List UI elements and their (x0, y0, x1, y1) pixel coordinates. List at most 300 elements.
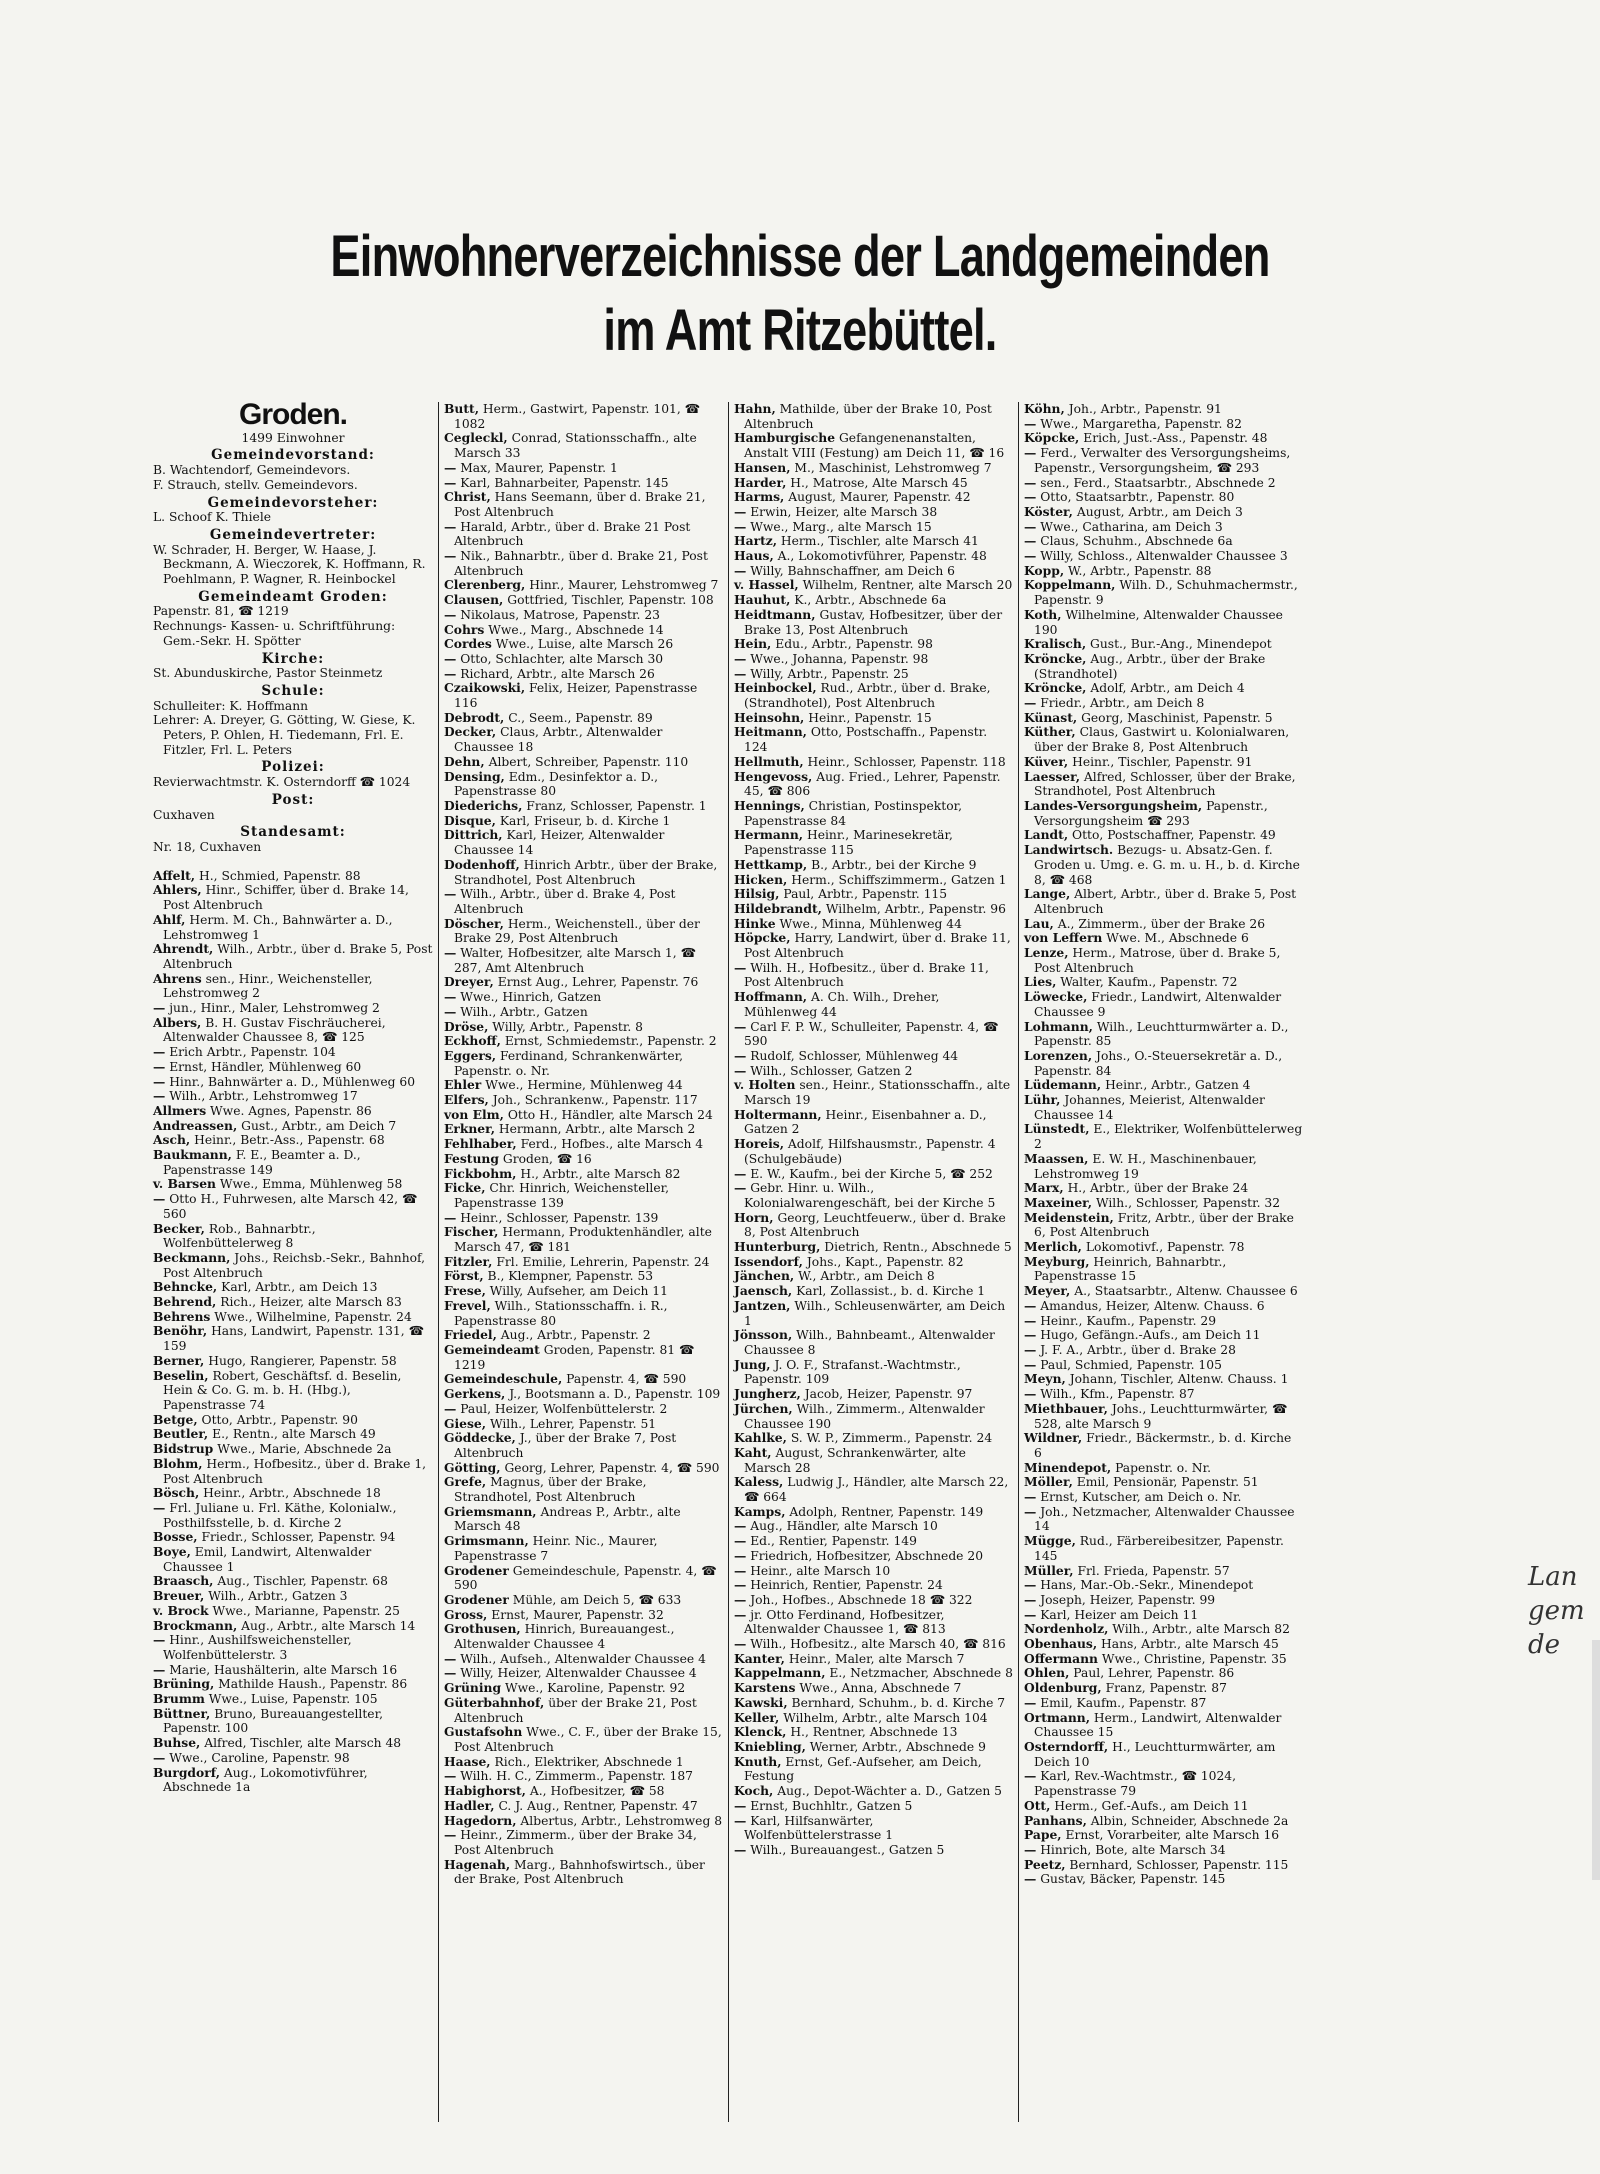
entry-details: Wwe., Marg., Abschnede 14 (484, 622, 664, 637)
entry-details: Heinr. Nic., Maurer, Papenstrasse 7 (454, 1534, 658, 1563)
entry-details: Johs., Leuchtturmwärter, ☎ 528, alte Marsch 9 (1034, 1401, 1288, 1431)
entry-surname: — (734, 1062, 747, 1078)
entry-surname: — (444, 1400, 457, 1416)
entry-surname: — (734, 503, 747, 519)
entry-details: Aug., Arbtr., Papenstr. 2 (496, 1328, 651, 1343)
section-line: Lehrer: A. Dreyer, G. Götting, W. Giese, K. Peters, P. Ohlen, H. Tiedemann, Frl. E. Fitzler, Frl. L. Peters (153, 713, 416, 757)
entry-surname: — (1024, 1577, 1037, 1593)
entry-details: B. H. Gustav Fischräucherei, Altenwalder Chaussee 8, ☎ 125 (163, 1015, 386, 1045)
entry-surname: — (1024, 1503, 1037, 1519)
margin-note-line: gem (1528, 1596, 1585, 1626)
entry-surname: Grothusen, (444, 1621, 521, 1637)
entry-surname: — (1024, 533, 1037, 549)
directory-entry (153, 1545, 433, 1574)
entry-details: Aug., Arbtr., alte Marsch 14 (237, 1618, 416, 1633)
directory-entry (153, 1222, 433, 1251)
entry-details: J. F. A., Arbtr., über d. Brake 28 (1036, 1343, 1236, 1357)
directory-entry (734, 1843, 1013, 1858)
entry-surname: — (734, 1562, 747, 1578)
entry-surname: Heinbockel, (734, 680, 817, 696)
entry-details: Hermann, Arbtr., alte Marsch 2 (495, 1122, 696, 1137)
entry-details: Herm., Gastwirt, Papenstr. 101, ☎ 1082 (454, 402, 700, 431)
directory-entry (1024, 1578, 1303, 1593)
entry-surname: Küther, (1024, 724, 1076, 740)
entry-surname: Benöhr, (153, 1323, 208, 1339)
entry-details: August, Maurer, Papenstr. 42 (784, 490, 971, 505)
directory-entry (444, 770, 723, 799)
entry-surname: Oldenburg, (1024, 1680, 1102, 1696)
column-1 (148, 402, 438, 2122)
entry-details: Joh., Netzmacher, Altenwalder Chaussee 14 (1034, 1504, 1295, 1534)
page-edge (1592, 1640, 1600, 1880)
entry-surname: Ahlers, (153, 882, 202, 898)
entry-surname: — (1024, 1312, 1037, 1328)
entry-details: jun., Hinr., Maler, Lehstromweg 2 (165, 1001, 380, 1016)
entry-details: H., Rentner, Abschnede 13 (786, 1725, 958, 1740)
entry-surname: — (444, 459, 457, 475)
entry-details: Wilh., Bahnbeamt., Altenwalder Chaussee 8 (744, 1328, 995, 1357)
entry-surname: — (444, 474, 457, 490)
directory-entry (153, 1604, 433, 1619)
entry-surname: Becker, (153, 1220, 205, 1236)
entry-surname: — (153, 1073, 166, 1089)
directory-entry (444, 1858, 723, 1887)
directory-entry (153, 1310, 433, 1325)
directory-entry (734, 1711, 1013, 1726)
entry-details: Erich, Just.-Ass., Papenstr. 48 (1079, 431, 1268, 446)
entry-surname: Götting, (444, 1459, 501, 1475)
entry-details: Karl, Friseur, b. d. Kirche 1 (495, 813, 671, 828)
entry-details: Friedr., Bäckermstr., b. d. Kirche 6 (1034, 1431, 1292, 1460)
entry-details: Wilh., Kfm., Papenstr. 87 (1036, 1387, 1195, 1402)
entry-details: Johann, Tischler, Altenw. Chauss. 1 (1065, 1372, 1289, 1387)
entry-details: Hugo, Rangierer, Papenstr. 58 (204, 1353, 397, 1368)
directory-entry (734, 1402, 1013, 1431)
entry-details: Herm., Weichenstell., über der Brake 29, Post Altenbruch (454, 916, 700, 946)
entry-surname: Lange, (1024, 886, 1071, 902)
entry-details: Franz, Schlosser, Papenstr. 1 (522, 798, 707, 813)
entry-details: Georg, Maschinist, Papenstr. 5 (1077, 710, 1273, 725)
entry-surname: Müller, (1024, 1562, 1074, 1578)
entry-surname: Horn, (734, 1209, 774, 1225)
entry-surname: — (153, 1632, 166, 1648)
directory-entry (444, 975, 723, 990)
municipal-info (153, 448, 433, 854)
page-title: Einwohnerverzeichnisse der Landgemeinden (330, 224, 1270, 289)
directory-entry (734, 1652, 1013, 1667)
directory-entry (734, 1108, 1013, 1137)
entry-details: Ernst, Maurer, Papenstr. 32 (487, 1607, 664, 1622)
entry-surname: Jänchen, (734, 1268, 795, 1284)
directory-entry (444, 1387, 723, 1402)
entry-surname: Lüdemann, (1024, 1077, 1102, 1093)
entry-surname: Hartz, (734, 533, 778, 549)
entry-surname: Haase, (444, 1753, 491, 1769)
directory-entry (1024, 1328, 1303, 1343)
directory-entry (153, 1119, 433, 1134)
entry-surname: — (1024, 474, 1037, 490)
entry-surname: Koth, (1024, 606, 1062, 622)
entry-surname: — (734, 1547, 747, 1563)
entry-surname: Behrens (153, 1308, 211, 1324)
entry-details: Gefangenenanstalten, Anstalt VIII (Festung) am Deich 11, ☎ 16 (744, 431, 1005, 461)
directory-entry (734, 902, 1013, 917)
directory-entry (153, 1045, 433, 1060)
entry-details: Heinr., Marinesekretär, Papenstrasse 115 (744, 828, 953, 858)
entry-details: Heinr., Betr.-Ass., Papenstr. 68 (190, 1133, 385, 1148)
entry-surname: Bosse, (153, 1529, 198, 1545)
directory-entry (1024, 1240, 1303, 1255)
directory-entry (734, 1608, 1013, 1637)
entry-details: Wilh., Hofbesitz., alte Marsch 40, ☎ 816 (746, 1637, 1006, 1652)
entry-list (153, 869, 433, 1795)
directory-entry (1024, 917, 1303, 932)
directory-entry (444, 549, 723, 578)
directory-entry (1024, 770, 1303, 799)
directory-entry (153, 1295, 433, 1310)
directory-entry (444, 1755, 723, 1770)
directory-entry (1024, 1666, 1303, 1681)
entry-details: Rud., Arbtr., über d. Brake, (Strandhotel), Post Altenbruch (744, 681, 991, 711)
entry-surname: Jürchen, (734, 1400, 793, 1416)
entry-surname: Lies, (1024, 974, 1057, 990)
entry-details: A. Ch. Wilh., Dreher, Mühlenweg 44 (744, 990, 940, 1019)
entry-surname: Habighorst, (444, 1783, 526, 1799)
title-block (0, 220, 1600, 368)
entry-details: Herm., Landwirt, Altenwalder Chaussee 15 (1034, 1710, 1282, 1740)
directory-entry (734, 681, 1013, 710)
entry-details: Gemeindeschule, Papenstr. 4, ☎ 590 (454, 1563, 717, 1593)
entry-surname: Lorenzen, (1024, 1047, 1093, 1063)
entry-details: Heinr., Papenstr. 15 (804, 710, 932, 725)
entry-surname: — (1024, 1342, 1037, 1357)
directory-entry (444, 1696, 723, 1725)
directory-entry (153, 1148, 433, 1177)
directory-entry (1024, 725, 1303, 754)
directory-entry (734, 725, 1013, 754)
directory-entry (734, 578, 1013, 593)
entry-details: Albert, Arbtr., über d. Brake 5, Post Altenbruch (1034, 887, 1297, 916)
entry-surname: Brumm (153, 1691, 205, 1707)
entry-details: E., Elektriker, Wolfenbüttelerweg 2 (1034, 1122, 1303, 1152)
entry-details: B., Arbtr., bei der Kirche 9 (807, 857, 977, 872)
entry-details: Wwe. M., Abschnede 6 (1102, 931, 1249, 946)
directory-entry (444, 1078, 723, 1093)
entry-surname: Hoffmann, (734, 989, 808, 1005)
entry-details: Aug., Händler, alte Marsch 10 (746, 1519, 938, 1534)
directory-entry (734, 1269, 1013, 1284)
entry-details: Dietrich, Rentn., Abschnede 5 (820, 1240, 1012, 1255)
entry-surname: Först, (444, 1268, 484, 1284)
section-heading: Polizei: (261, 759, 325, 776)
entry-details: Otto H., Händler, alte Marsch 24 (503, 1107, 713, 1122)
entry-surname: Meyer, (1024, 1283, 1071, 1299)
entry-details: Johs., Reichsb.-Sekr., Bahnhof, Post Altenbruch (163, 1250, 426, 1280)
directory-entry (734, 1519, 1013, 1534)
entry-details: Nikolaus, Matrose, Papenstr. 23 (456, 607, 660, 622)
entry-details: Ed., Rentier, Papenstr. 149 (746, 1534, 917, 1549)
directory-entry (153, 1192, 433, 1221)
entry-details: Gebr. Hinr. u. Wilh., Kolonialwarengeschäft, bei der Kirche 5 (744, 1181, 996, 1210)
directory-entry (734, 1564, 1013, 1579)
entry-surname: Ohlen, (1024, 1665, 1070, 1681)
entry-surname: Döscher, (444, 915, 504, 931)
entry-surname: Hagedorn, (444, 1812, 517, 1828)
entry-surname: — (734, 959, 747, 975)
directory-entry (444, 593, 723, 608)
entry-surname: Grüning (444, 1680, 502, 1696)
directory-entry (734, 770, 1013, 799)
entry-details: M., Maschinist, Lehstromweg 7 (790, 460, 992, 475)
entry-surname: — (444, 606, 457, 622)
entry-details: Wwe., Minna, Mühlenweg 44 (775, 916, 962, 931)
directory-entry (734, 520, 1013, 535)
entry-list (734, 402, 1013, 1858)
entry-details: Heinrich, Rentier, Papenstr. 24 (746, 1578, 943, 1593)
entry-surname: — (444, 665, 457, 681)
directory-entry (1024, 828, 1303, 843)
directory-entry (1024, 1122, 1303, 1151)
entry-surname: — (1024, 1768, 1037, 1784)
directory-entry (153, 972, 433, 1001)
directory-entry (1024, 755, 1303, 770)
entry-details: Edu., Arbtr., Papenstr. 98 (771, 637, 933, 652)
entry-surname: Hicken, (734, 871, 788, 887)
entry-surname: Merlich, (1024, 1239, 1082, 1255)
entry-surname: Lühr, (1024, 1092, 1061, 1108)
entry-surname: — (444, 1003, 457, 1019)
entry-details: A., Zimmerm., über der Brake 26 (1053, 916, 1266, 931)
entry-surname: Gerkens, (444, 1386, 506, 1402)
entry-details: Hans Seemann, über d. Brake 21, Post Altenbruch (454, 490, 706, 519)
entry-details: Ernst, Kutscher, am Deich o. Nr. (1036, 1490, 1242, 1505)
entry-details: Aug. Fried., Lehrer, Papenstr. 45, ☎ 806 (744, 769, 1001, 799)
entry-surname: Grimsmann, (444, 1533, 529, 1549)
directory-entry (153, 1369, 433, 1413)
entry-details: Heinr., Arbtr., Abschnede 18 (199, 1486, 381, 1501)
entry-details: Ernst Aug., Lehrer, Papenstr. 76 (493, 975, 699, 990)
entry-details: Herm., Gef.-Aufs., am Deich 11 (1050, 1798, 1249, 1813)
entry-details: Paul, Schmied, Papenstr. 105 (1036, 1357, 1222, 1372)
directory-entry (1024, 1858, 1303, 1873)
directory-entry (444, 1769, 723, 1784)
directory-entry (1024, 1872, 1303, 1887)
entry-details: Paul, Lehrer, Papenstr. 86 (1069, 1666, 1235, 1681)
directory-entry (153, 1089, 433, 1104)
directory-entry (1024, 564, 1303, 579)
section-heading: Gemeindeamt Groden: (198, 588, 388, 605)
entry-details: Magnus, über der Brake, Strandhotel, Post Altenbruch (454, 1475, 647, 1505)
directory-entry (734, 828, 1013, 857)
entry-details: Wilh., Arbtr., Gatzen 3 (204, 1589, 348, 1604)
directory-entry (153, 1692, 433, 1707)
entry-surname: Betge, (153, 1411, 198, 1427)
entry-details: Hinr., Maurer, Lehstromweg 7 (525, 578, 719, 593)
directory-entry (444, 828, 723, 857)
directory-entry (444, 1828, 723, 1857)
entry-details: Joseph, Heizer, Papenstr. 99 (1036, 1592, 1216, 1607)
entry-details: Walter, Kaufm., Papenstr. 72 (1056, 975, 1238, 990)
directory-entry (1024, 1490, 1303, 1505)
entry-surname: Frese, (444, 1283, 486, 1299)
entry-surname: Knuth, (734, 1753, 782, 1769)
entry-surname: — (153, 1661, 166, 1677)
directory-entry (153, 1177, 433, 1192)
entry-surname: — (1024, 1356, 1037, 1372)
entry-surname: Jaensch, (734, 1283, 793, 1299)
entry-surname: Laesser, (1024, 768, 1080, 784)
directory-entry (444, 681, 723, 710)
entry-details: W., Arbtr., Papenstr. 88 (1064, 563, 1212, 578)
entry-details: Heinr., Schlosser, Papenstr. 118 (803, 754, 1006, 769)
directory-entry (734, 1240, 1013, 1255)
entry-details: H., Leuchtturmwärter, am Deich 10 (1034, 1739, 1276, 1769)
directory-entry (734, 1181, 1013, 1210)
entry-details: Bruno, Bureauangestellter, Papenstr. 100 (163, 1706, 384, 1736)
entry-details: Wilh., Lehrer, Papenstr. 51 (486, 1416, 657, 1431)
entry-details: Willy, Aufseher, am Deich 11 (485, 1284, 668, 1299)
entry-details: H., Arbtr., über der Brake 24 (1063, 1181, 1249, 1196)
entry-details: Wwe., Johanna, Papenstr. 98 (746, 651, 929, 666)
entry-surname: Kröncke, (1024, 650, 1087, 666)
entry-surname: Hellmuth, (734, 753, 804, 769)
entry-surname: — (153, 1499, 166, 1515)
section-line: Cuxhaven (153, 807, 215, 822)
section-heading: Gemeindevorstand: (211, 447, 375, 464)
entry-details: K., Arbtr., Abschnede 6a (790, 593, 947, 608)
directory-entry (444, 1020, 723, 1035)
directory-entry (444, 1005, 723, 1020)
directory-entry (1024, 946, 1303, 975)
directory-entry (1024, 431, 1303, 446)
directory-entry (734, 1666, 1013, 1681)
directory-entry (1024, 1387, 1303, 1402)
entry-surname: Kanter, (734, 1650, 785, 1666)
entry-details: H., Schmied, Papenstr. 88 (195, 868, 361, 883)
directory-entry (153, 1530, 433, 1545)
directory-entry (444, 520, 723, 549)
section-line: Schulleiter: K. Hoffmann (153, 698, 309, 713)
directory-entry (734, 1549, 1013, 1564)
entry-details: Gottfried, Tischler, Papenstr. 108 (503, 593, 714, 608)
entry-surname: Behncke, (153, 1279, 218, 1295)
entry-details: Karl, Heizer, Altenwalder Chaussee 14 (454, 828, 665, 858)
entry-surname: Hagenah, (444, 1856, 511, 1872)
directory-entry (1024, 1769, 1303, 1798)
entry-details: Aug., Lokomotivführer, Abschnede 1a (163, 1765, 368, 1795)
directory-entry (1024, 1799, 1303, 1814)
directory-entry (734, 1328, 1013, 1357)
directory-entry (444, 1564, 723, 1593)
directory-entry (734, 1475, 1013, 1504)
directory-entry (444, 608, 723, 623)
entry-surname: — (1024, 1297, 1037, 1313)
entry-details: Albin, Schneider, Abschnede 2a (1086, 1813, 1289, 1828)
directory-entry (734, 990, 1013, 1019)
entry-surname: Brüning, (153, 1676, 215, 1692)
column-4 (1018, 402, 1308, 2122)
entry-surname: Hermann, (734, 827, 804, 843)
entry-surname: Lenze, (1024, 945, 1069, 961)
directory-entry (1024, 1593, 1303, 1608)
directory-entry (153, 1280, 433, 1295)
entry-surname: — (1024, 1841, 1037, 1857)
entry-details: Heinr., Eisenbahner a. D., Gatzen 2 (744, 1107, 987, 1137)
entry-surname: Künast, (1024, 709, 1078, 725)
entry-surname: — (1024, 489, 1037, 505)
entry-surname: Köpcke, (1024, 430, 1080, 446)
directory-entry (153, 1133, 433, 1148)
entry-surname: Horeis, (734, 1136, 784, 1152)
directory-entry (734, 1431, 1013, 1446)
entry-surname: Mügge, (1024, 1533, 1076, 1549)
entry-surname: Grodener (444, 1591, 509, 1607)
entry-details: Bernhard, Schlosser, Papenstr. 115 (1065, 1857, 1289, 1872)
entry-surname: Decker, (444, 724, 497, 740)
directory-entry (444, 1181, 723, 1210)
entry-surname: Obenhaus, (1024, 1636, 1098, 1652)
entry-details: Wilh., Arbtr., über d. Brake 5, Post Altenbruch (163, 942, 433, 971)
entry-details: Wilh., Schlosser, Gatzen 2 (746, 1063, 913, 1078)
directory-entry (734, 917, 1013, 932)
entry-details: Frl. Frieda, Papenstr. 57 (1073, 1563, 1230, 1578)
entry-details: Wilh. H. C., Zimmerm., Papenstr. 187 (456, 1769, 693, 1784)
entry-surname: Höpcke, (734, 930, 791, 946)
entry-surname: Friedel, (444, 1327, 497, 1343)
entry-surname: Löwecke, (1024, 989, 1088, 1005)
directory-entry (444, 1725, 723, 1754)
entry-details: Hinrich, Bureauangest., Altenwalder Chaussee 4 (454, 1622, 675, 1652)
directory-entry (444, 1137, 723, 1152)
directory-entry (153, 1427, 433, 1442)
directory-entry (1024, 1608, 1303, 1623)
entry-surname: Köhn, (1024, 402, 1065, 416)
entry-details: Adolph, Rentner, Papenstr. 149 (785, 1504, 984, 1519)
entry-surname: Landt, (1024, 827, 1069, 843)
directory-entry (153, 1736, 433, 1751)
directory-entry (734, 961, 1013, 990)
entry-details: Friedr., Landwirt, Altenwalder Chaussee 9 (1034, 990, 1282, 1019)
directory-entry (1024, 1681, 1303, 1696)
entry-surname: — (444, 1827, 457, 1843)
entry-details: Heinr., Schlosser, Papenstr. 139 (456, 1210, 659, 1225)
directory-entry (444, 946, 723, 975)
directory-entry (734, 1593, 1013, 1608)
entry-surname: — (734, 562, 747, 578)
entry-details: Groden, Papenstr. 81 ☎ 1219 (454, 1343, 695, 1372)
entry-surname: Holtermann, (734, 1106, 822, 1122)
entry-details: Hinrich, Bote, alte Marsch 34 (1036, 1842, 1226, 1857)
entry-surname: — (734, 1841, 747, 1857)
directory-entry (734, 476, 1013, 491)
entry-surname: Fickbohm, (444, 1165, 517, 1181)
entry-details: Wilhelm, Rentner, alte Marsch 20 (798, 578, 1013, 593)
directory-entry (153, 1251, 433, 1280)
entry-details: Wilh., Arbtr., über d. Brake 4, Post Altenbruch (454, 887, 676, 916)
entry-details: Hinrich Arbtr., über der Brake, Strandhotel, Post Altenbruch (454, 857, 718, 887)
directory-entry (734, 755, 1013, 770)
section-heading: Post: (271, 791, 315, 808)
directory-entry (1024, 975, 1303, 990)
entry-details: Gust., Arbtr., am Deich 7 (237, 1118, 397, 1133)
directory-entry (444, 431, 723, 460)
entry-details: Wilh., Arbtr., alte Marsch 82 (1108, 1622, 1290, 1637)
entry-details: Wilh., Arbtr., Gatzen (456, 1004, 588, 1019)
directory-entry (734, 1696, 1013, 1711)
directory-entry (153, 1619, 433, 1634)
entry-surname: Hildebrandt, (734, 900, 822, 916)
entry-details: Emil, Kaufm., Papenstr. 87 (1036, 1695, 1207, 1710)
